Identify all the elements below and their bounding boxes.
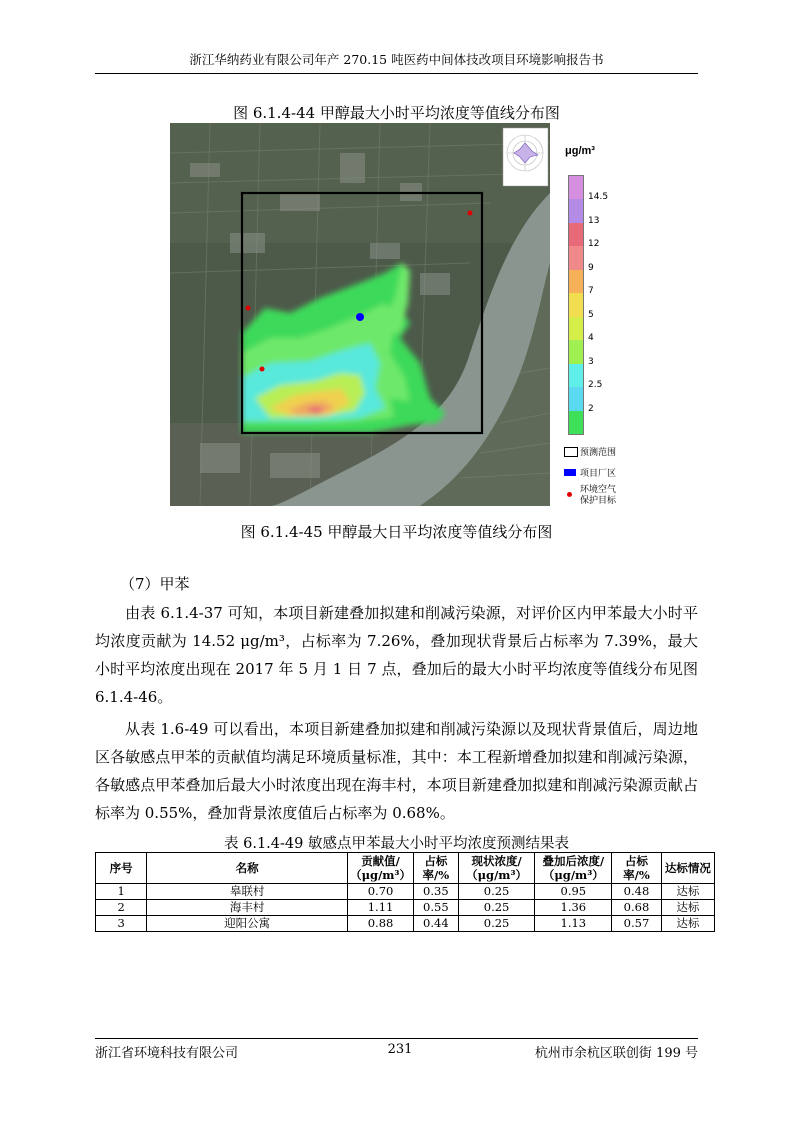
scale-tick-label: 2 xyxy=(588,403,594,414)
footer-company: 浙江省环境科技有限公司 xyxy=(95,1046,239,1061)
receptor-marker xyxy=(260,367,265,372)
header-rule xyxy=(95,73,698,74)
table-cell: 0.25 xyxy=(458,884,535,900)
scale-tick-label: 14.5 xyxy=(588,192,609,203)
footer-rule xyxy=(95,1038,698,1039)
scale-tick-label: 3 xyxy=(588,356,594,367)
plant-legend-label: 项目厂区 xyxy=(580,469,617,479)
color-scale-segment xyxy=(569,270,583,293)
table-cell: 0.95 xyxy=(535,884,612,900)
color-scale-segment xyxy=(569,176,583,199)
col-header: 贡献值/（μg/m³） xyxy=(348,853,414,884)
color-scale-segment xyxy=(569,246,583,269)
map-legend xyxy=(550,123,633,506)
table-cell: 达标 xyxy=(661,884,714,900)
map-image xyxy=(170,123,550,506)
color-scale-segment xyxy=(569,317,583,340)
range-legend-swatch xyxy=(564,447,578,457)
receptor-marker xyxy=(246,306,251,311)
figure-caption-top: 图 6.1.4-44 甲醇最大小时平均浓度等值线分布图 xyxy=(233,104,560,122)
table-cell: 0.25 xyxy=(458,916,535,932)
color-scale-segment xyxy=(569,411,583,434)
scale-tick-label: 12 xyxy=(588,239,600,250)
receptor-legend-swatch xyxy=(567,492,572,497)
table-row xyxy=(96,900,715,916)
color-scale-bar xyxy=(568,175,584,435)
table-cell: 皋联村 xyxy=(147,884,348,900)
table-cell: 0.25 xyxy=(458,900,535,916)
unit-label: μg/m³ xyxy=(565,145,595,157)
col-header: 叠加后浓度/（μg/m³） xyxy=(535,853,612,884)
table-cell: 0.55 xyxy=(413,900,458,916)
color-scale-segment xyxy=(569,293,583,316)
col-header: 现状浓度/（μg/m³） xyxy=(458,853,535,884)
table-cell: 0.35 xyxy=(413,884,458,900)
range-legend-label: 预测范围 xyxy=(580,448,617,458)
scale-tick-label: 5 xyxy=(588,309,594,320)
table-cell: 0.57 xyxy=(612,916,662,932)
table-row xyxy=(96,884,715,900)
scale-tick-label: 4 xyxy=(588,333,594,344)
col-header: 序号 xyxy=(96,853,147,884)
color-scale-ticks xyxy=(588,175,628,433)
color-scale-segment xyxy=(569,340,583,363)
color-scale-segment xyxy=(569,387,583,410)
table-cell: 海丰村 xyxy=(147,900,348,916)
table-cell: 1 xyxy=(96,884,147,900)
footer-address: 杭州市余杭区联创街 199 号 xyxy=(534,1046,698,1061)
scale-tick-label: 7 xyxy=(588,286,594,297)
table-cell: 1.13 xyxy=(535,916,612,932)
col-header: 占标率/% xyxy=(413,853,458,884)
running-header: 浙江华纳药业有限公司年产 270.15 吨医药中间体技改项目环境影响报告书 xyxy=(189,52,604,67)
table-cell: 0.70 xyxy=(348,884,414,900)
table-header-row xyxy=(96,853,715,884)
receptor-marker xyxy=(468,211,473,216)
table-cell: 迎阳公寓 xyxy=(147,916,348,932)
plant-legend-swatch xyxy=(564,469,576,476)
table-cell: 达标 xyxy=(661,916,714,932)
table-cell: 0.68 xyxy=(612,900,662,916)
table-cell: 0.88 xyxy=(348,916,414,932)
table-cell: 2 xyxy=(96,900,147,916)
col-header: 达标情况 xyxy=(661,853,714,884)
results-table xyxy=(95,852,715,932)
table-cell: 达标 xyxy=(661,900,714,916)
table-cell: 0.44 xyxy=(413,916,458,932)
table-cell: 1.11 xyxy=(348,900,414,916)
paragraph-1: 由表 6.1.4-37 可知，本项目新建叠加拟建和削减污染源，对评价区内甲苯最大小时平均浓度贡献为 14.52 μg/m³，占标率为 7.26%，叠加现状背景后占标率为 7.39%，最大小时平均浓度出现在 2017 年 5 月 1 日 7 点，叠加后的最大小时平均浓度等值线分布见图 6.1.4-46。 xyxy=(95,604,698,706)
col-header: 占标率/% xyxy=(612,853,662,884)
table-caption: 表 6.1.4-49 敏感点甲苯最大小时平均浓度预测结果表 xyxy=(224,836,569,852)
project-plant-marker xyxy=(356,313,364,321)
paragraph-2: 从表 1.6-49 可以看出，本项目新建叠加拟建和削减污染源以及现状背景值后，周边地区各敏感点甲苯的贡献值均满足环境质量标准，其中：本工程新增叠加拟建和削减污染源，各敏感点甲苯叠加后最大小时浓度出现在海丰村，本项目新建叠加拟建和削减污染源贡献占标率为 0.55%，叠加背景浓度值后占标率为 0.68%。 xyxy=(95,720,698,822)
col-header: 名称 xyxy=(147,853,348,884)
table-cell: 1.36 xyxy=(535,900,612,916)
wind-rose-icon xyxy=(503,128,548,186)
scale-tick-label: 2.5 xyxy=(588,380,603,391)
section-title: （7）甲苯 xyxy=(120,575,190,593)
color-scale-segment xyxy=(569,199,583,222)
table-cell: 0.48 xyxy=(612,884,662,900)
contour-map xyxy=(170,123,550,506)
scale-tick-label: 9 xyxy=(588,262,594,273)
table-cell: 3 xyxy=(96,916,147,932)
figure-caption-main: 图 6.1.4-45 甲醇最大日平均浓度等值线分布图 xyxy=(240,523,553,541)
color-scale-segment xyxy=(569,223,583,246)
color-scale-segment xyxy=(569,364,583,387)
receptor-legend-label: 环境空气保护目标 xyxy=(580,485,617,506)
scale-tick-label: 13 xyxy=(588,215,600,226)
table-row xyxy=(96,916,715,932)
page-number: 231 xyxy=(387,1042,413,1057)
